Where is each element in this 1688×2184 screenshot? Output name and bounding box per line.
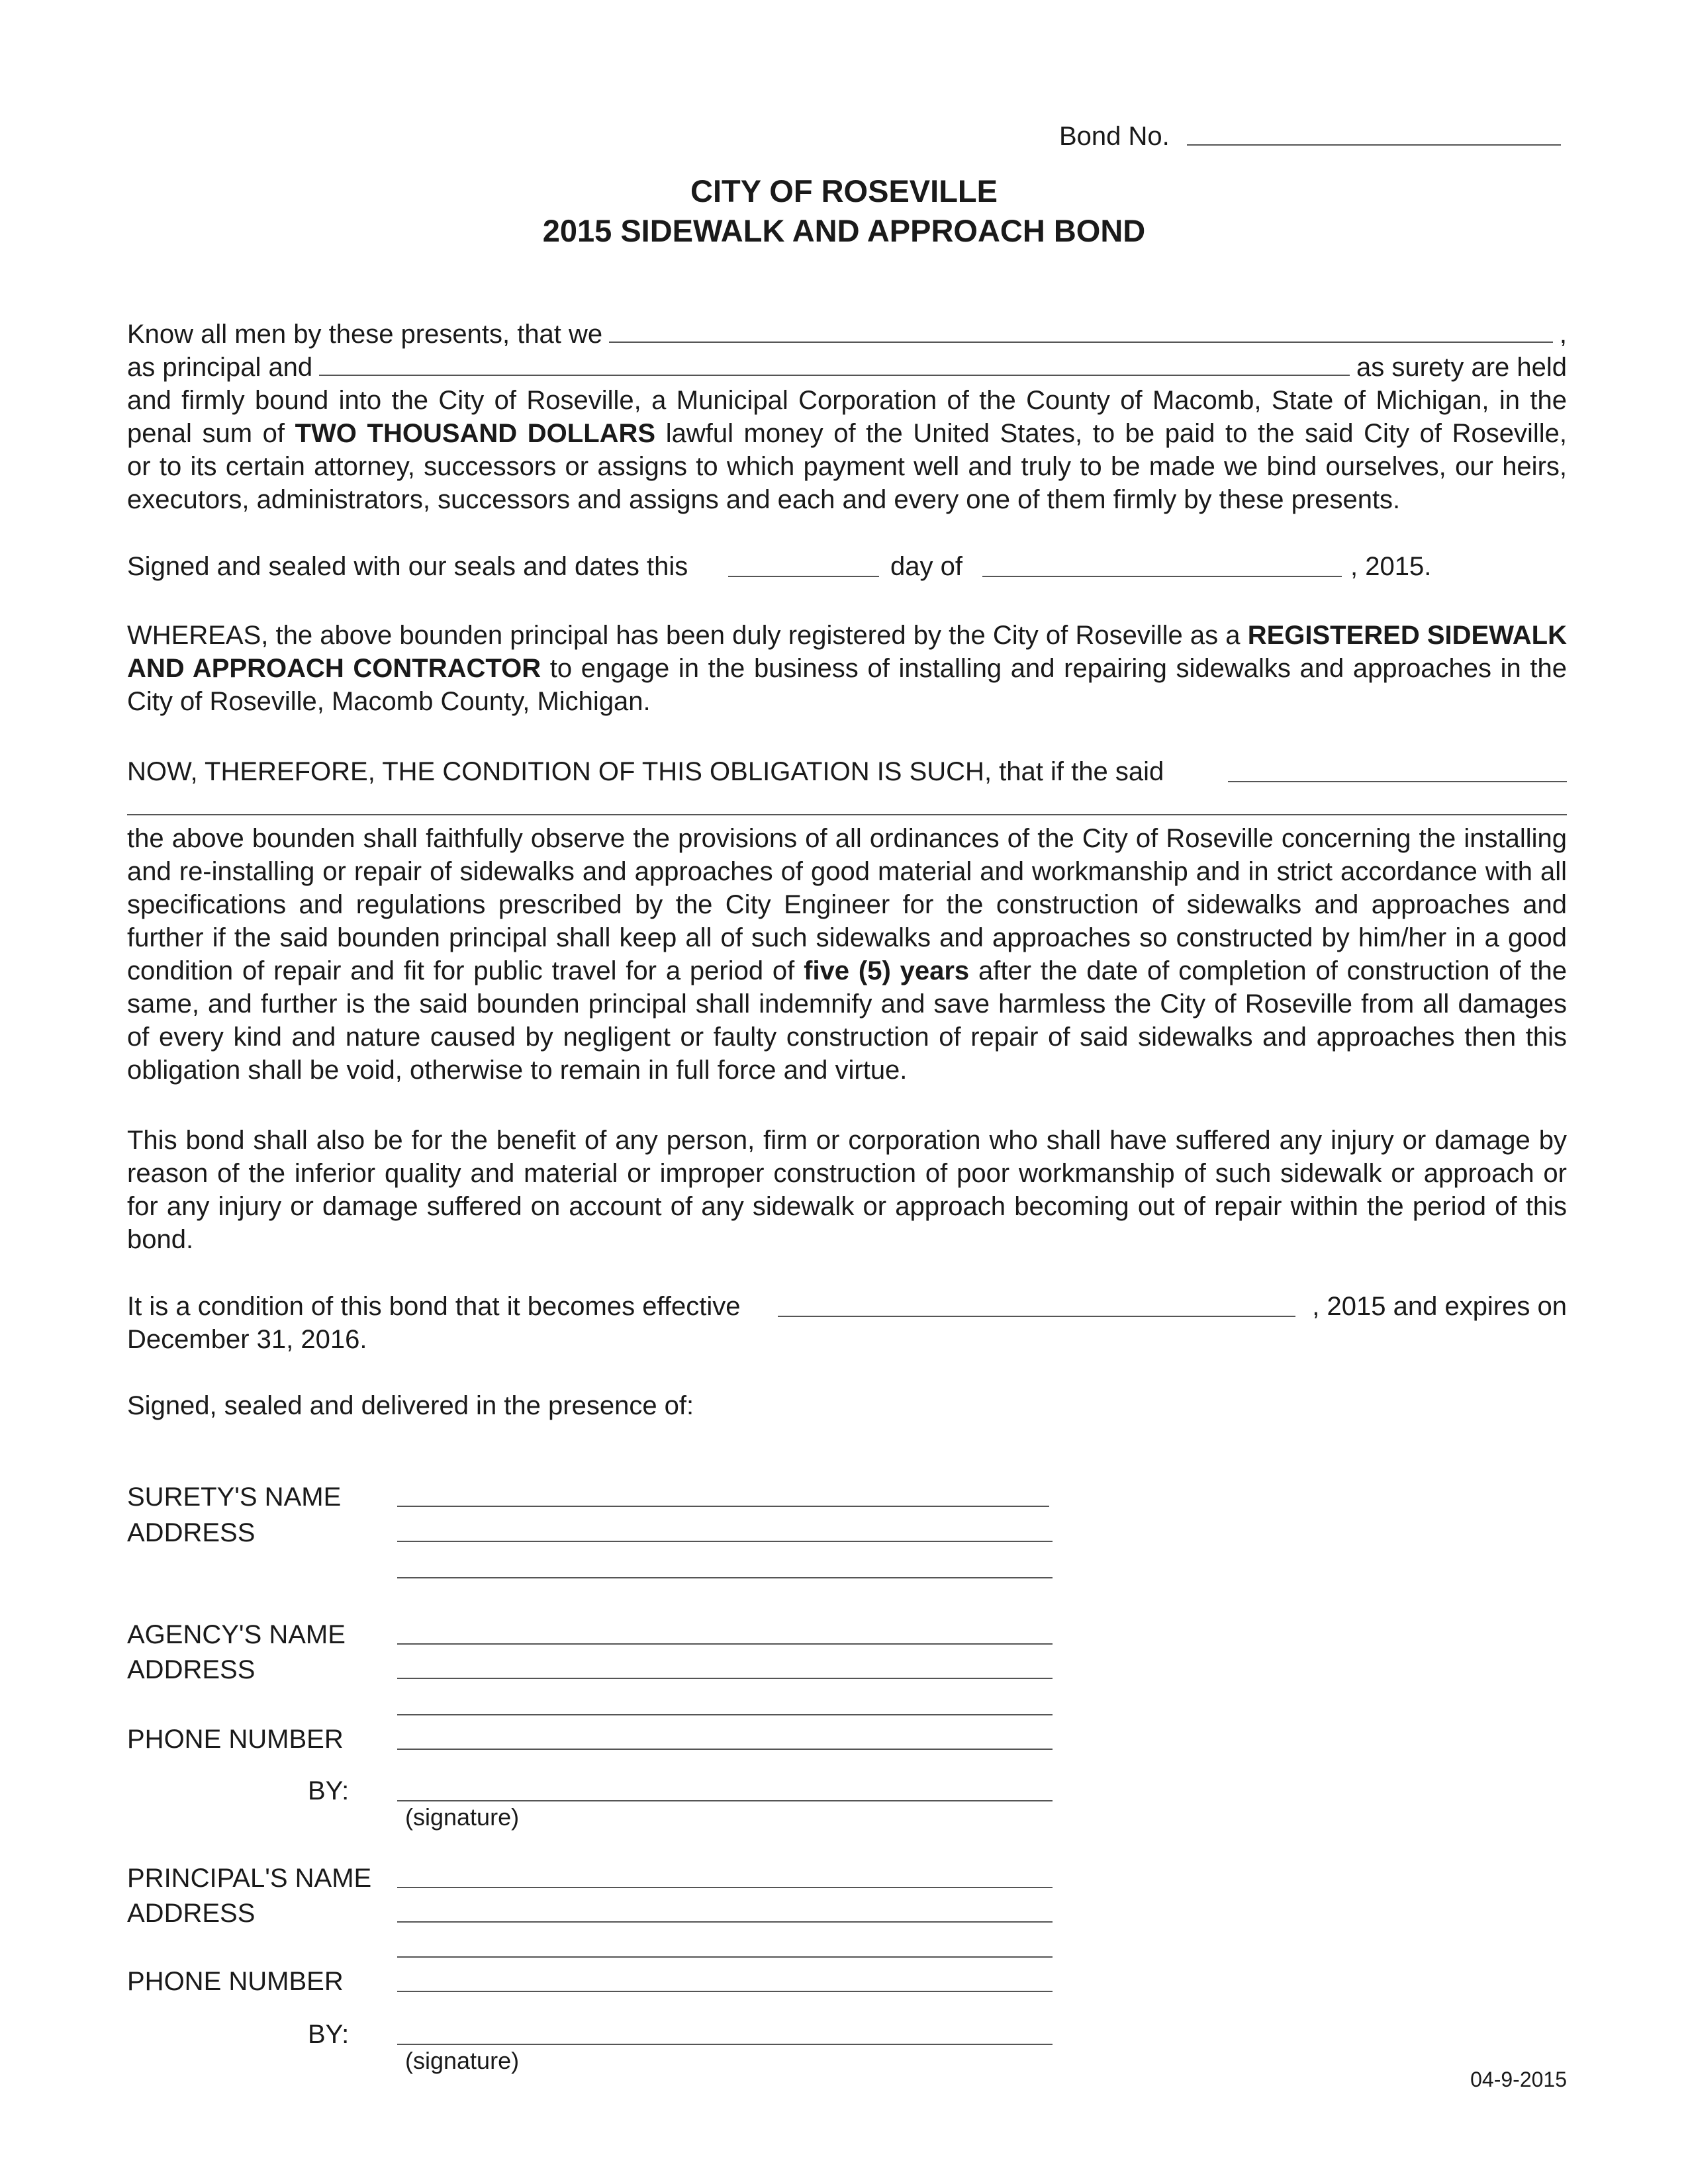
now-therefore-label: NOW, THEREFORE, THE CONDITION OF THIS OBLIGATION IS SUCH, that if the said (127, 757, 1164, 786)
page-title: CITY OF ROSEVILLE (690, 173, 998, 208)
agency-phone-label: PHONE NUMBER (127, 1725, 344, 1754)
surety-name-label: SURETY'S NAME (127, 1482, 342, 1512)
revision-date: 04-9-2015 (1470, 2068, 1567, 2091)
agency-address-input-2[interactable] (397, 1714, 1053, 1715)
agency-name-input[interactable] (397, 1643, 1053, 1645)
principal-signature-input[interactable] (397, 2044, 1053, 2045)
whereas-a: WHEREAS, the above bounden principal has been duly registered by the City of Roseville as a (127, 621, 1248, 650)
intro-penal-a: penal sum of (127, 419, 295, 448)
agency-by-label: BY: (308, 1776, 350, 1805)
principal-phone-input[interactable] (397, 1991, 1053, 1992)
intro-penal-amount: TWO THOUSAND DOLLARS (295, 419, 656, 448)
condition-paragraph (127, 822, 1567, 1087)
intro-principal-and: as principal and (127, 353, 313, 382)
principal-name-label: PRINCIPAL'S NAME (127, 1864, 372, 1893)
effective-date-field[interactable] (778, 1316, 1295, 1317)
signed-text-a: Signed and sealed with our seals and dates this (127, 552, 688, 581)
signed-text-b: day of (890, 552, 962, 581)
agency-address-label: ADDRESS (127, 1655, 256, 1684)
said-name-field-line-2[interactable] (127, 814, 1567, 815)
intro-penal-b: lawful money of the United States, to be paid to the said City of Roseville, (655, 419, 1567, 448)
whereas-b: to engage in the business of installing and repairing sidewalks and approaches in the City of Roseville, Macomb County, Michigan. (127, 654, 1568, 716)
principal-by-label: BY: (308, 2020, 350, 2049)
condition-b: after the date of completion of construction of the same, and further is the said bounden principal shall indemnify and save harmless the City of Roseville from all damages of every kind and nature caused by negligent or faulty construction of repair of said sidewalks and approaches then this obligation shall be void, otherwise to remain in full force and virtue. (127, 956, 1567, 1085)
intro-line-4 (127, 417, 1567, 450)
intro-line-2 (127, 351, 1567, 384)
intro-line-1 (127, 318, 1567, 351)
day-field[interactable] (728, 576, 879, 577)
bond-no-label: Bond No. (1059, 122, 1170, 151)
whereas-paragraph (127, 619, 1567, 718)
presence-text: Signed, sealed and delivered in the presence of: (127, 1391, 694, 1420)
condition-a: the above bounden shall faithfully observe the provisions of all ordinances of the City of Roseville concerning the installing and re-installing or repair of sidewalks and approaches of good material and workmanship and in strict accordance with all specifications and regulations prescribed by the City Engineer for the construction of sidewalks and approaches and further if the said bounden principal shall keep all of such sidewalks and approaches so constructed by him/her in a good condition of repair and fit for public travel for a period of (127, 824, 1567, 985)
surety-name-field[interactable] (319, 375, 1350, 376)
said-name-field[interactable] (1228, 781, 1567, 782)
agency-phone-input[interactable] (397, 1749, 1053, 1750)
agency-address-input[interactable] (397, 1678, 1053, 1679)
principal-address-label: ADDRESS (127, 1899, 256, 1928)
intro-surety-held: as surety are held (1356, 353, 1567, 382)
bond-no-field[interactable] (1187, 144, 1561, 146)
intro-text-start: Know all men by these presents, that we (127, 320, 603, 349)
principal-name-input[interactable] (397, 1887, 1053, 1888)
principal-address-input-2[interactable] (397, 1956, 1053, 1958)
page-subtitle: 2015 SIDEWALK AND APPROACH BOND (542, 213, 1146, 248)
intro-line-3: and firmly bound into the City of Roseville, a Municipal Corporation of the County of Macomb, State of Michigan, in the (127, 386, 1567, 415)
agency-name-label: AGENCY'S NAME (127, 1620, 346, 1649)
principal-signature-caption: (signature) (405, 2047, 520, 2074)
intro-comma: , (1559, 320, 1567, 349)
agency-signature-input[interactable] (397, 1800, 1053, 1801)
effective-text-b: , 2015 and expires on (1312, 1292, 1567, 1321)
intro-line-5: or to its certain attorney, successors or assigns to which payment well and truly to be made we bind ourselves, our heirs, executors, administrators, successors and assigns and each and every one of them firmly by these presents. (127, 452, 1567, 514)
surety-address-label: ADDRESS (127, 1518, 256, 1547)
principal-name-field[interactable] (609, 341, 1553, 343)
principal-phone-label: PHONE NUMBER (127, 1967, 344, 1996)
benefit-paragraph: This bond shall also be for the benefit of any person, firm or corporation who shall have suffered any injury or damage by reason of the inferior quality and material or improper construction of poor workmanship of such sidewalk or approach or for any injury or damage suffered on account of any sidewalk or approach becoming out of repair within the period of this bond. (127, 1126, 1567, 1254)
effective-text-a: It is a condition of this bond that it becomes effective (127, 1292, 741, 1321)
surety-address-input-2[interactable] (397, 1577, 1053, 1578)
month-field[interactable] (982, 576, 1342, 577)
surety-address-input[interactable] (397, 1541, 1053, 1542)
effective-text-c: December 31, 2016. (127, 1325, 367, 1354)
whereas-bold: REGISTERED SIDEWALK AND APPROACH CONTRACTOR (127, 621, 1567, 683)
condition-bold: five (5) years (804, 956, 970, 985)
surety-name-input[interactable] (397, 1506, 1049, 1507)
agency-signature-caption: (signature) (405, 1803, 520, 1831)
principal-address-input[interactable] (397, 1921, 1053, 1923)
signed-text-c: , 2015. (1350, 552, 1432, 581)
